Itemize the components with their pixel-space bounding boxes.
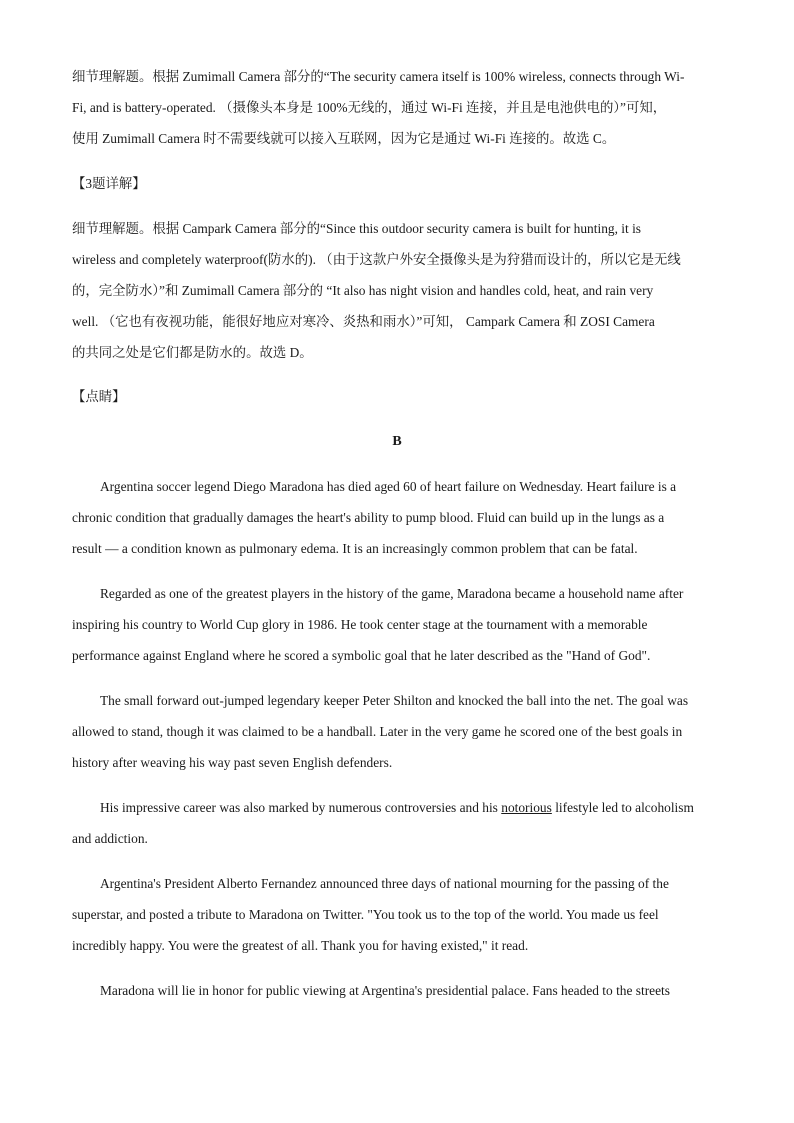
answer-2-explanation: [72, 61, 722, 154]
text-line: chronic condition that gradually damages the heart's ability to pump blood. Fluid can build up in the lungs as a: [72, 510, 665, 525]
passage-paragraph-4: [72, 792, 722, 854]
text-line: and addiction.: [72, 831, 148, 846]
text-line: inspiring his country to World Cup glory in 1986. He took center stage at the tournament with a memorable: [72, 617, 648, 632]
answer-3-explanation: [72, 213, 722, 368]
section-title: B: [392, 434, 402, 449]
passage-paragraph-2: [72, 578, 722, 671]
text-line: 的共同之处是它们都是防水的。故选 D。: [72, 345, 313, 360]
dianjing-heading: 【点睛】: [72, 389, 126, 404]
passage-paragraph-6: [72, 975, 722, 1006]
text-line: performance against England where he scored a symbolic goal that he later described as the "Hand of God".: [72, 648, 651, 663]
passage-paragraph-3: [72, 685, 722, 778]
text-line: result — a condition known as pulmonary edema. It is an increasingly common problem that can be fatal.: [72, 541, 638, 556]
text-fragment: lifestyle led to alcoholism: [551, 800, 694, 815]
text-line: superstar, and posted a tribute to Maradona on Twitter. "You took us to the top of the world. You made us feel: [72, 907, 659, 922]
text-line: Maradona will lie in honor for public viewing at Argentina's presidential palace. Fans headed to the streets: [100, 983, 670, 998]
question-3-heading: 【3题详解】: [72, 176, 146, 191]
text-line: 的，完全防水）”和 Zumimall Camera 部分的 “It also has night vision and handles cold, heat, and rain very: [72, 283, 654, 298]
text-line: Fi, and is battery-operated. （摄像头本身是 100%无线的，通过 Wi-Fi 连接，并且是电池供电的）”可知，: [72, 100, 667, 115]
text-line: Regarded as one of the greatest players in the history of the game, Maradona became a household name after: [100, 586, 684, 601]
underlined-word: notorious: [501, 800, 552, 815]
text-line: allowed to stand, though it was claimed to be a handball. Later in the very game he scored one of the best goals in: [72, 724, 683, 739]
text-line: Argentina soccer legend Diego Maradona has died aged 60 of heart failure on Wednesday. Heart failure is a: [100, 479, 677, 494]
passage-paragraph-1: [72, 471, 722, 564]
text-line: wireless and completely waterproof(防水的). （由于这款户外安全摄像头是为狩猎而设计的，所以它是无线: [72, 252, 681, 267]
text-line: [72, 792, 722, 823]
passage-paragraph-5: [72, 868, 722, 961]
text-line: Argentina's President Alberto Fernandez announced three days of national mourning for the passing of the: [100, 876, 669, 891]
text-fragment: His impressive career was also marked by numerous controversies and his: [100, 800, 502, 815]
text-line: 使用 Zumimall Camera 时不需要线就可以接入互联网，因为它是通过 Wi-Fi 连接的。故选 C。: [72, 131, 616, 146]
text-line: The small forward out-jumped legendary keeper Peter Shilton and knocked the ball into the net. The goal was: [100, 693, 689, 708]
text-line: history after weaving his way past seven English defenders.: [72, 755, 393, 770]
text-line: well. （它也有夜视功能，能很好地应对寒冷、炎热和雨水）”可知， Campark Camera 和 ZOSI Camera: [72, 314, 655, 329]
text-line: 细节理解题。根据 Campark Camera 部分的“Since this outdoor security camera is built for hunting, it is: [72, 221, 642, 236]
text-line: incredibly happy. You were the greatest of all. Thank you for having existed," it read.: [72, 938, 529, 953]
text-line: 细节理解题。根据 Zumimall Camera 部分的“The security camera itself is 100% wireless, connects through Wi-: [72, 69, 685, 84]
